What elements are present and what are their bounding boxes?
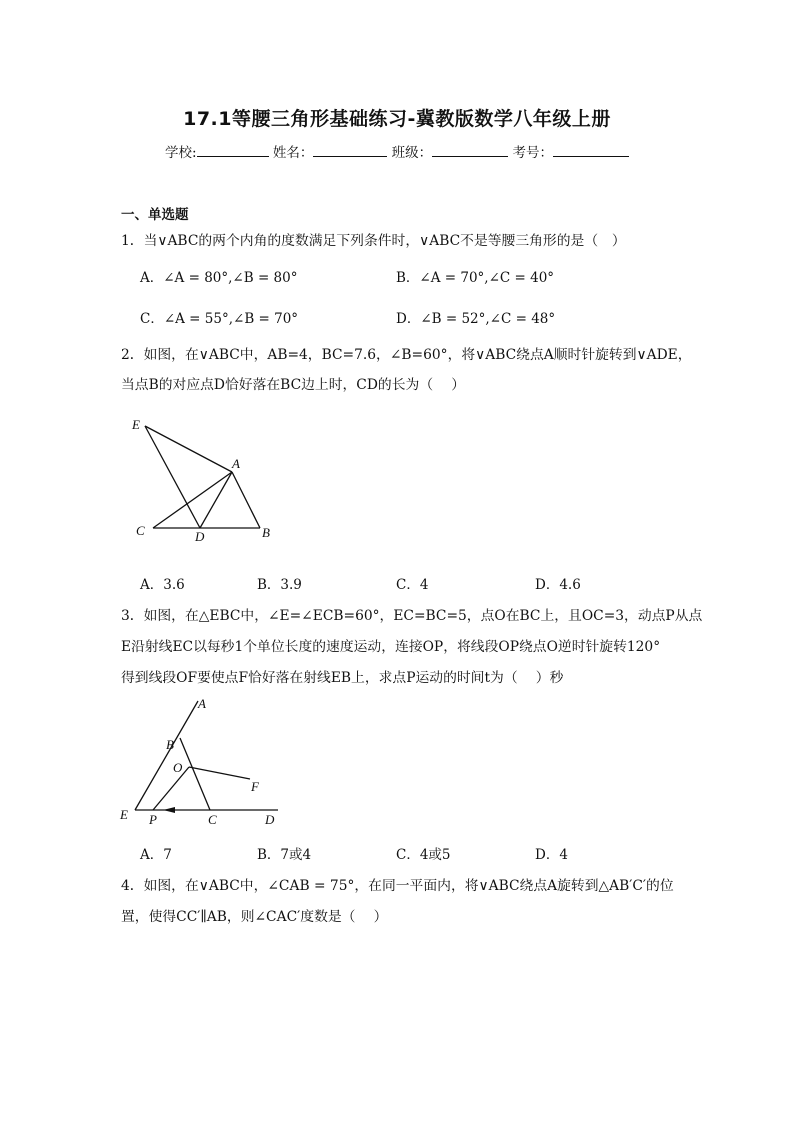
name-blank[interactable]: [313, 142, 387, 157]
q3-figure: [115, 695, 295, 830]
exam-no-label: 考号：: [512, 145, 553, 161]
q4-stem-line1: 4．如图，在∨ABC中，∠CAB = 75°，在同一平面内，将∨ABC绕点A旋转到△AB′C′的位: [121, 878, 674, 894]
q3-stem-line2: E沿射线EC以每秒1个单位长度的速度运动，连接OP，将线段OP绕点O逆时针旋转120°: [121, 639, 661, 655]
q3-stem-line3: 得到线段OF要使点F恰好落在射线EB上，求点P运动的时间t为（ ）秒: [121, 670, 564, 686]
school-blank[interactable]: [197, 142, 269, 157]
q1-option-b[interactable]: B．∠A = 70°,∠C = 40°: [396, 270, 555, 286]
page-title: 17.1等腰三角形基础练习-冀教版数学八年级上册: [183, 108, 611, 130]
q3-label-a: A: [198, 696, 206, 711]
student-info-line: [0, 141, 794, 161]
q3-label-c: C: [208, 812, 217, 827]
q1-option-a[interactable]: A．∠A = 80°,∠B = 80°: [140, 270, 298, 286]
q3-segment-of: [189, 767, 250, 779]
q2-label-d: D: [195, 529, 205, 544]
q3-label-b: B: [166, 737, 174, 752]
q2-segment-ed: [145, 426, 200, 528]
q3-option-d[interactable]: D．4: [535, 847, 568, 863]
q2-segment-ac: [153, 472, 232, 528]
school-label: 学校:: [165, 145, 197, 161]
q2-option-c[interactable]: C．4: [396, 577, 429, 593]
q3-stem-line1: 3．如图，在△EBC中，∠E=∠ECB=60°，EC=BC=5，点O在BC上，且OC=3，动点P从点: [121, 608, 703, 624]
q2-option-b[interactable]: B．3.9: [257, 577, 302, 593]
q3-segment-bc: [180, 738, 210, 810]
q3-direction-arrow: [163, 807, 175, 813]
q3-label-f: F: [251, 779, 259, 794]
q2-stem-line2: 当点B的对应点D恰好落在BC边上时，CD的长为（ ）: [121, 377, 466, 393]
q2-label-a: A: [232, 456, 240, 471]
q2-option-d[interactable]: D．4.6: [535, 577, 581, 593]
q2-option-a[interactable]: A．3.6: [140, 577, 185, 593]
class-blank[interactable]: [432, 142, 508, 157]
q1-stem: 1．当∨ABC的两个内角的度数满足下列条件时，∨ABC不是等腰三角形的是（ ）: [121, 233, 626, 249]
q3-label-d: D: [265, 812, 275, 827]
class-label: 班级：: [391, 145, 433, 161]
q3-segment-op: [153, 767, 189, 810]
q2-stem-line1: 2．如图，在∨ABC中，AB=4，BC=7.6，∠B=60°，将∨ABC绕点A顺时针旋转到∨ADE，: [121, 347, 692, 363]
q1-option-d[interactable]: D．∠B = 52°,∠C = 48°: [396, 311, 556, 327]
q1-option-c[interactable]: C．∠A = 55°,∠B = 70°: [140, 311, 299, 327]
q2-segment-ab: [232, 472, 260, 528]
q4-stem-line2: 置，使得CC′∥AB，则∠CAC′度数是（ ）: [121, 909, 388, 925]
q2-label-e: E: [132, 417, 140, 432]
exam-no-blank[interactable]: [553, 142, 629, 157]
section-heading: 一、单选题: [121, 207, 189, 223]
q3-option-b[interactable]: B．7或4: [257, 847, 312, 863]
q3-label-e: E: [120, 807, 128, 822]
q2-label-c: C: [136, 523, 145, 538]
q3-option-a[interactable]: A．7: [140, 847, 172, 863]
q3-label-p: P: [149, 812, 157, 827]
q2-segment-ad: [200, 472, 232, 528]
q2-figure: [125, 410, 285, 545]
name-label: 姓名：: [272, 145, 314, 161]
q3-option-c[interactable]: C．4或5: [396, 847, 451, 863]
q2-label-b: B: [262, 525, 270, 540]
q3-label-o: O: [173, 760, 183, 775]
